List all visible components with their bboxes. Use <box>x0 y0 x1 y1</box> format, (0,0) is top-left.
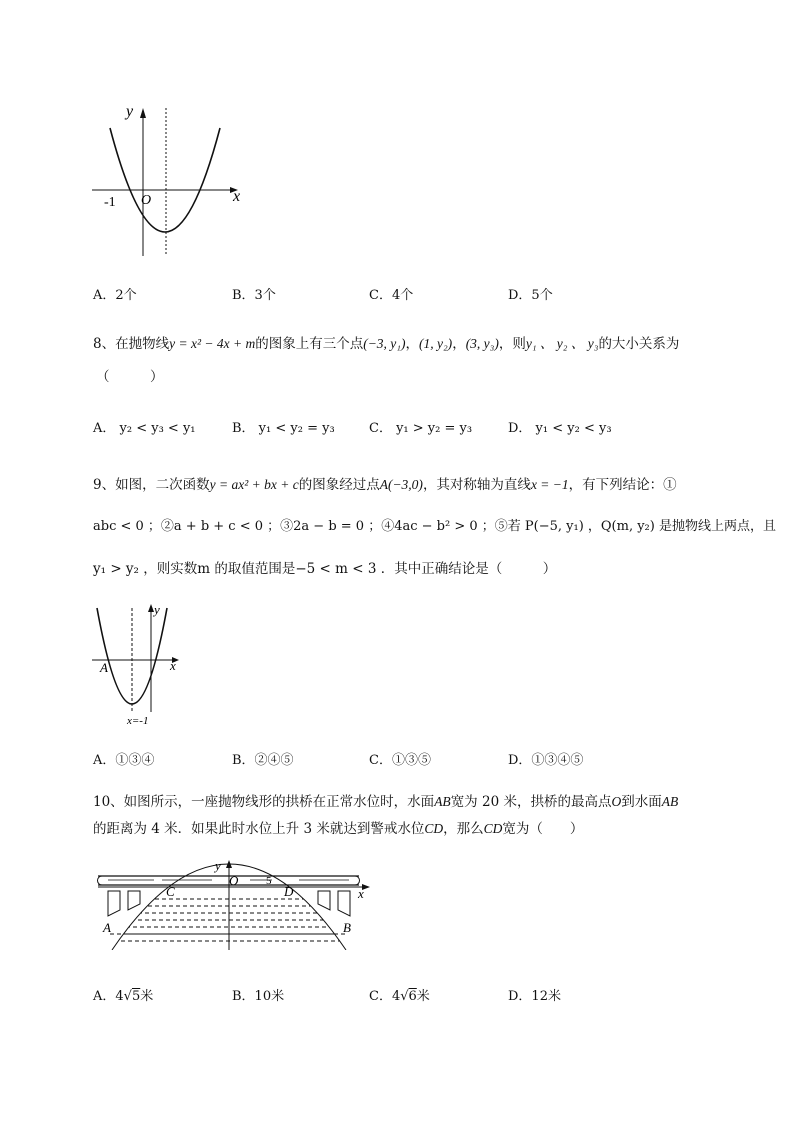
x-label: x <box>170 658 176 673</box>
q9-stem-line-3: y₁ > y₂ ，则实数m 的取值范围是−5 < m < 3 ．其中正确结论是（ ） <box>93 561 557 577</box>
q9-option-a[interactable]: A．①③④ <box>93 753 155 768</box>
q7-option-d[interactable]: D．5个 <box>508 288 553 303</box>
q7-option-b[interactable]: B．3个 <box>232 288 276 303</box>
q10-bridge-figure <box>94 858 379 950</box>
q9-conclusions-intro: ，有下列结论：① <box>568 477 677 493</box>
q8-tail: 的大小关系为 <box>598 336 680 352</box>
q8-point-2: (1, y₂) <box>419 336 453 351</box>
q10-option-c-radicand: 6 <box>408 989 417 1004</box>
q8-option-b[interactable]: B． y₁ < y₂ = y₃ <box>232 421 335 436</box>
q10-option-a[interactable] <box>93 985 153 1004</box>
x-label: x <box>358 886 364 901</box>
deck-left-cap <box>98 876 103 885</box>
origin-label: O <box>141 193 152 208</box>
q8-point-3: (3, y₃) <box>465 336 499 351</box>
y-axis-arrow <box>140 108 146 118</box>
q7-parabola-figure <box>88 98 258 263</box>
q8-option-c[interactable]: C． y₁ > y₂ = y₃ <box>369 421 473 436</box>
q10-o: O <box>611 794 622 809</box>
y-label: y <box>215 858 221 873</box>
q9-stem-line-2: abc < 0 ；②a + b + c < 0 ；③2a − b = 0 ；④4ac − b² > 0 ；⑤若 P(−5, y₁) ，Q(m, y₂) 是抛物线上两点，且 <box>93 519 776 534</box>
minus-one-label: -1 <box>104 195 116 210</box>
q10-stem-line-2 <box>93 817 583 837</box>
q10-cd-2: CD <box>483 821 503 836</box>
q9-point-a: A(−3,0) <box>379 477 423 492</box>
y-label: y <box>126 103 134 120</box>
right-pier-inner <box>318 891 330 910</box>
q7-option-c[interactable]: C．4个 <box>369 288 414 303</box>
q10-ab: AB <box>434 794 451 809</box>
q10-option-b[interactable]: B．10米 <box>232 989 285 1004</box>
q8-option-d[interactable]: D． y₁ < y₂ < y₃ <box>508 421 612 436</box>
q10-prefix: 10、如图所示，一座抛物线形的拱桥在正常水位时，水面 <box>93 794 435 810</box>
axis-label: x=-1 <box>127 715 149 727</box>
q9-stem-line-1 <box>93 473 677 493</box>
sqrt-sign: √ <box>400 989 409 1004</box>
q10-then: ，那么 <box>443 821 484 837</box>
q10-option-a-radicand: 5 <box>131 989 141 1004</box>
right-pier-outer <box>338 891 350 916</box>
sqrt-sign: √ <box>123 989 132 1004</box>
q8-ys: y₁ 、 y₂ 、 y₃ <box>525 336 599 351</box>
parabola-curve <box>110 128 220 232</box>
q10-option-c-prefix: C．4 <box>369 989 401 1004</box>
q9-expression: y = ax² + bx + c <box>209 477 299 492</box>
left-pier-inner <box>128 891 140 910</box>
q9-mid: 的图象经过点 <box>298 477 380 493</box>
y-label: y <box>154 602 160 617</box>
q8-point-1: (−3, y₁) <box>363 336 406 351</box>
q9-axis-expr: x = −1 <box>530 477 569 492</box>
q8-mid: 的图象上有三个点 <box>255 336 364 352</box>
q9-axis-text: ，其对称轴为直线 <box>422 477 531 493</box>
q10-ab-2: AB <box>661 794 679 809</box>
q8-expression: y = x² − 4x + m <box>169 336 256 351</box>
q10-distance-text: 的距离为 4 米．如果此时水位上升 3 米就达到警戒水位 <box>93 821 425 837</box>
q8-answer-paren: （ ） <box>96 369 164 385</box>
b-label: B <box>343 920 351 935</box>
a-label: A <box>103 920 111 935</box>
q9-prefix: 9、如图，二次函数 <box>93 477 210 493</box>
o-label: O <box>229 873 239 888</box>
q10-option-c-unit: 米 <box>416 989 430 1004</box>
q10-width-text: 宽为 20 米，拱桥的最高点 <box>450 794 612 810</box>
q8-then: ，则 <box>498 336 526 352</box>
x-label: x <box>233 188 241 205</box>
q9-option-d[interactable]: D．①③④⑤ <box>508 753 584 768</box>
five-label: 5 <box>266 875 272 887</box>
d-label: D <box>284 884 294 899</box>
q10-to-water: 到水面 <box>621 794 662 810</box>
q10-option-a-unit: 米 <box>140 989 154 1004</box>
point-a-label: A <box>100 660 108 675</box>
q10-option-c[interactable] <box>369 985 430 1004</box>
left-pier-outer <box>108 891 120 916</box>
q8-prefix: 8、在抛物线 <box>93 336 170 352</box>
q10-option-a-prefix: A．4 <box>93 989 124 1004</box>
q8-option-a[interactable]: A． y₂ < y₃ < y₁ <box>93 421 196 436</box>
q9-option-c[interactable]: C．①③⑤ <box>369 753 431 768</box>
q9-parabola-figure <box>90 600 190 730</box>
q10-option-d[interactable]: D．12米 <box>508 989 561 1004</box>
q10-cd: CD <box>424 821 444 836</box>
deck-right-cap <box>355 876 360 885</box>
c-label: C <box>166 884 175 899</box>
q10-stem-line-1 <box>93 790 678 810</box>
q10-paren: 宽为（ ） <box>502 821 584 837</box>
q9-option-b[interactable]: B．②④⑤ <box>232 753 294 768</box>
q8-stem: 8、在抛物线y = x² − 4x + m的图象上有三个点(−3, y₁)，(1, y₂)，(3, y₃)，则y₁ 、 y₂ 、 y₃的大小关系为 <box>93 336 680 352</box>
q7-option-a[interactable]: A．2个 <box>93 288 137 303</box>
